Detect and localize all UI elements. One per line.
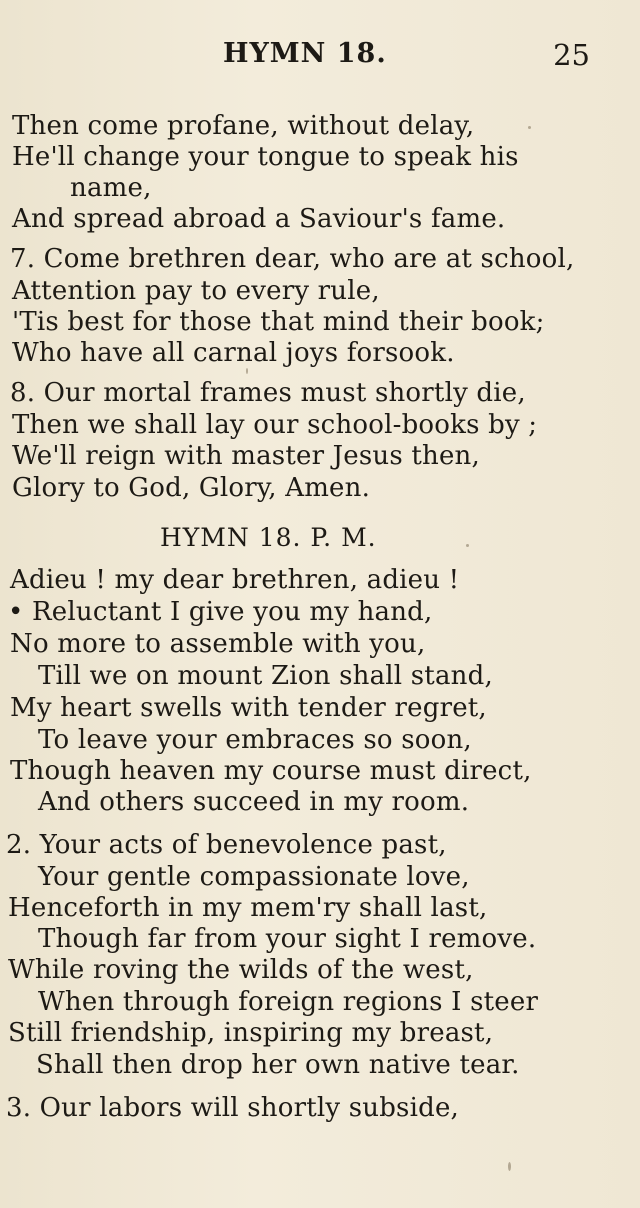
verse-line: Then come profane, without delay,	[12, 111, 475, 141]
verse-line: 'Tis best for those that mind their book;	[12, 307, 545, 337]
running-title: HYMN 18.	[223, 38, 387, 69]
verse-line: Adieu ! my dear brethren, adieu !	[10, 565, 460, 595]
paper-speck	[466, 544, 469, 547]
verse-line: And others succeed in my room.	[38, 787, 470, 817]
page-header	[0, 38, 640, 78]
verse-line: • Reluctant I give you my hand,	[8, 597, 433, 627]
verse-line: Glory to God, Glory, Amen.	[12, 473, 371, 503]
verse-line: While roving the wilds of the west,	[8, 955, 474, 985]
verse-line: name,	[70, 173, 152, 203]
verse-line: Though heaven my course must direct,	[10, 756, 532, 786]
verse-line: He'll change your tongue to speak his	[12, 142, 519, 172]
verse-line: Henceforth in my mem'ry shall last,	[8, 893, 488, 923]
verse-line: 8. Our mortal frames must shortly die,	[10, 378, 526, 408]
paper-speck	[246, 368, 248, 374]
verse-line: Your gentle compassionate love,	[38, 862, 470, 892]
verse-line: My heart swells with tender regret,	[10, 693, 487, 723]
paper-speck	[528, 126, 531, 129]
verse-line: To leave your embraces so soon,	[38, 725, 472, 755]
verse-line: Attention pay to every rule,	[12, 276, 380, 306]
verse-line: 3. Our labors will shortly subside,	[6, 1093, 460, 1123]
verse-line: 7. Come brethren dear, who are at school,	[10, 244, 575, 274]
paper-speck	[508, 1162, 511, 1171]
verse-line: And spread abroad a Saviour's fame.	[12, 204, 506, 234]
hymn-heading: HYMN 18. P. M.	[160, 523, 377, 552]
verse-line: No more to assemble with you,	[10, 629, 426, 659]
verse-line: Till we on mount Zion shall stand,	[38, 661, 493, 691]
verse-line: We'll reign with master Jesus then,	[12, 441, 480, 471]
verse-line: When through foreign regions I steer	[38, 987, 539, 1017]
verse-line: Still friendship, inspiring my breast,	[8, 1018, 494, 1048]
verse-line: Though far from your sight I remove.	[38, 924, 537, 954]
verse-line: Then we shall lay our school-books by ;	[12, 410, 538, 440]
verse-line: Who have all carnal joys forsook.	[12, 338, 455, 368]
verse-line: 2. Your acts of benevolence past,	[6, 830, 447, 860]
page-number: 25	[553, 38, 590, 72]
verse-line: Shall then drop her own native tear.	[36, 1050, 520, 1080]
